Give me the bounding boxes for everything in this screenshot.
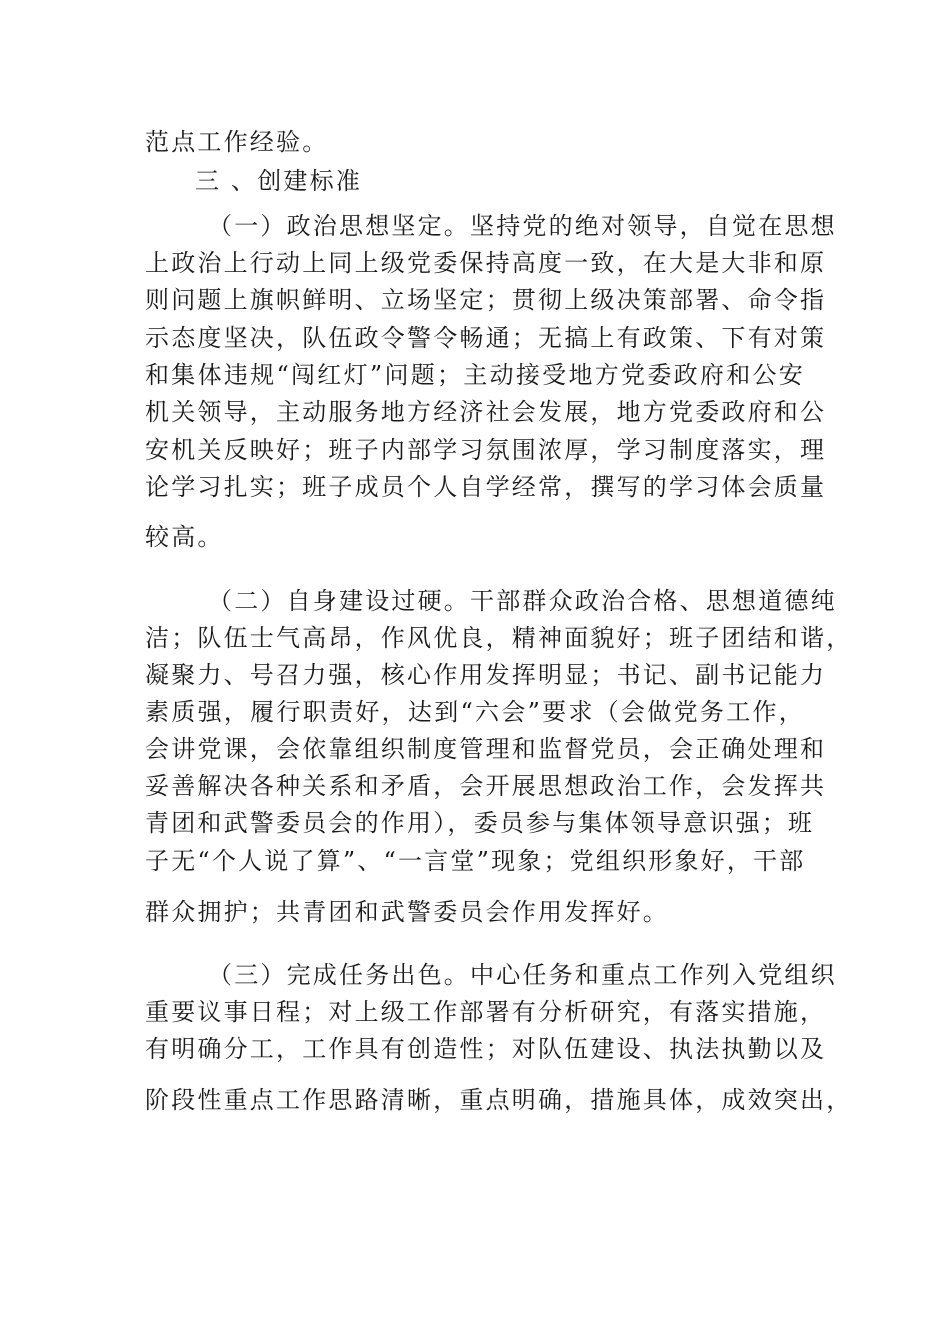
text-line: 有明确分工，工作具有创造性；对队伍建设、执法执勤以及 xyxy=(145,1035,827,1063)
text-line: 重要议事日程；对上级工作部署有分析研究，有落实措施， xyxy=(145,998,827,1026)
section-heading: 三 、创建标准 xyxy=(195,167,363,195)
text-line: 上政治上行动上同上级党委保持高度一致，在大是大非和原 xyxy=(145,249,827,277)
text-line: 洁；队伍士气高昂，作风优良，精神面貌好；班子团结和谐， xyxy=(145,624,853,652)
text-line: 论学习扎实；班子成员个人自学经常，撰写的学习体会质量 xyxy=(145,473,827,501)
text-line: 阶段性重点工作思路清晰，重点明确，措施具体，成效突出， xyxy=(145,1086,853,1114)
text-line: 安机关反映好；班子内部学习氛围浓厚，学习制度落实，理 xyxy=(145,436,827,464)
text-line: 和集体违规“闯红灯”问题；主动接受地方党委政府和公安 xyxy=(145,361,805,389)
text-line: 群众拥护；共青团和武警委员会作用发挥好。 xyxy=(145,898,669,926)
text-line: 会讲党课，会依靠组织制度管理和监督党员，会正确处理和 xyxy=(145,735,827,763)
text-line: 素质强，履行职责好，达到“六会”要求（会做党务工作， xyxy=(145,698,805,726)
text-line: 范点工作经验。 xyxy=(145,128,329,156)
paragraph-1-line-1: （一）政治思想坚定。坚持党的绝对领导，自觉在思想 xyxy=(208,212,837,240)
text-line: 凝聚力、号召力强，核心作用发挥明显；书记、副书记能力 xyxy=(145,661,827,689)
paragraph-2-line-1: （二）自身建设过硬。干部群众政治合格、思想道德纯 xyxy=(208,587,837,615)
text-line: 较高。 xyxy=(145,523,224,551)
text-line: 示态度坚决，队伍政令警令畅通；无搞上有政策、下有对策 xyxy=(145,324,827,352)
text-line: 则问题上旗帜鲜明、立场坚定；贯彻上级决策部署、命令指 xyxy=(145,286,827,314)
text-line: 妥善解决各种关系和矛盾，会开展思想政治工作，会发挥共 xyxy=(145,772,827,800)
text-line: 青团和武警委员会的作用），委员参与集体领导意识强；班 xyxy=(145,809,815,837)
text-line: 子无“个人说了算”、“一言堂”现象；党组织形象好，干部 xyxy=(145,847,806,875)
paragraph-3-line-1: （三）完成任务出色。中心任务和重点工作列入党组织 xyxy=(208,961,837,989)
text-line: 机关领导，主动服务地方经济社会发展，地方党委政府和公 xyxy=(145,398,827,426)
